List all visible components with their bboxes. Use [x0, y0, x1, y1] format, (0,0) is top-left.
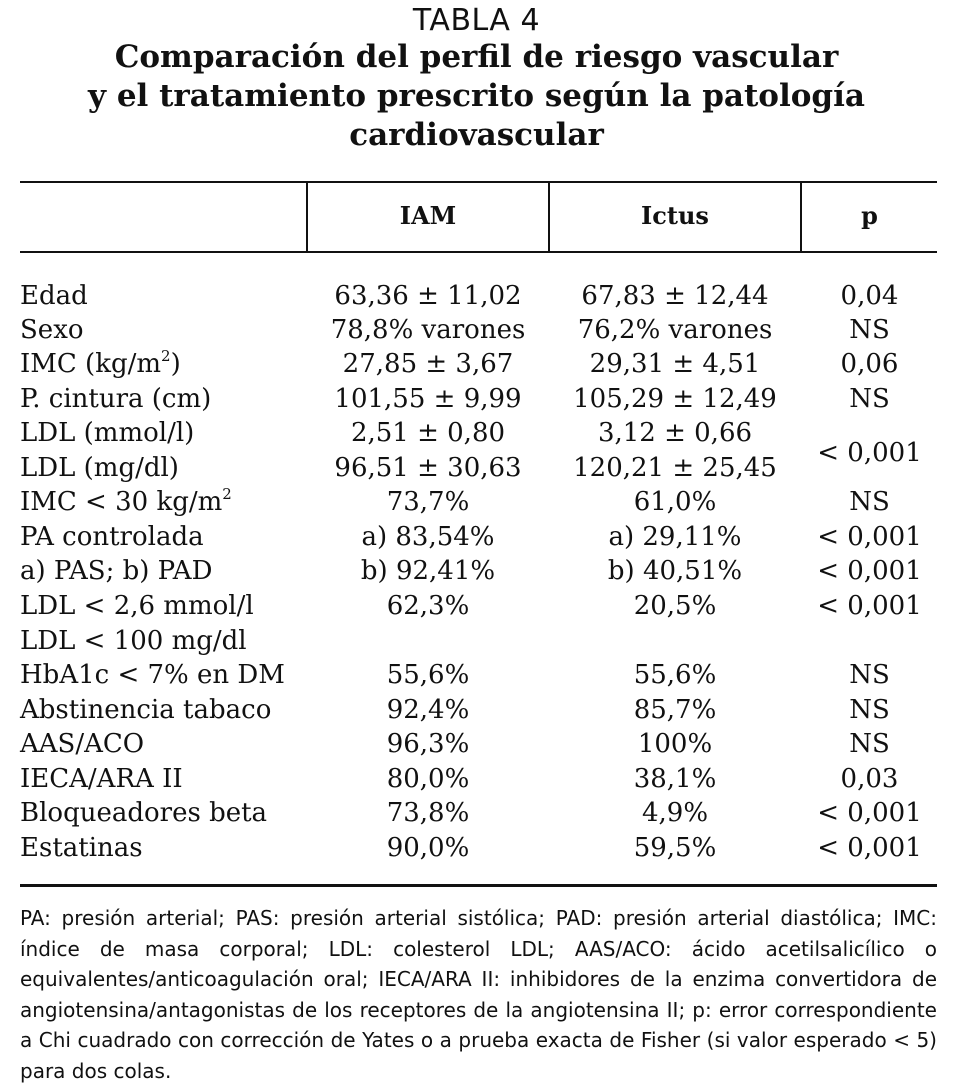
- row-label: [20, 313, 84, 347]
- cell-p: NS: [849, 695, 890, 725]
- cell-ictus: 55,6%: [633, 660, 717, 690]
- cell-iam: 78,8% varones: [330, 315, 526, 345]
- table-row: [20, 658, 937, 692]
- row-label: [20, 693, 271, 727]
- row-label-superscript: 2: [222, 485, 232, 503]
- table-row: [20, 831, 937, 865]
- row-label-text: LDL < 100 mg/dl: [20, 626, 247, 656]
- row-label: [20, 658, 285, 692]
- table-heading-line-1: Comparación del perfil de riesgo vascular: [114, 39, 839, 75]
- row-label-text: Sexo: [20, 315, 84, 345]
- cell-p: NS: [849, 660, 890, 690]
- row-label: [20, 831, 143, 865]
- row-label-superscript: 2: [161, 347, 171, 365]
- row-label-text: IECA/ARA II: [20, 764, 183, 794]
- row-label-text: HbA1c < 7% en DM: [20, 660, 285, 690]
- row-label: [20, 347, 181, 381]
- table-footnote: PA: presión arterial; PAS: presión arterial sistólica; PAD: presión arterial diastólica; IMC: índice de masa corporal; LDL: colesterol LDL; AAS/ACO: ácido acetilsalicílico o equivalentes/anticoagulación oral; IECA/ARA II: inhibidores de la enzima convertidora de angiotensina/antagonistas de los receptores de la angiotensina II; p: error correspondiente a Chi cuadrado con corrección de Yates o a prueba exacta de Fisher (si valor esperado < 5) para dos colas.: [20, 906, 937, 1083]
- table-heading-line-2: y el tratamiento prescrito según la patología: [88, 78, 865, 114]
- cell-p: < 0,001: [817, 556, 922, 586]
- table-number: TABLA 4: [412, 3, 541, 38]
- table-row: [20, 693, 937, 727]
- cell-ictus: 120,21 ± 25,45: [573, 453, 777, 483]
- cell-ictus: 4,9%: [641, 798, 709, 828]
- table-row: [20, 727, 937, 761]
- cell-ictus: 38,1%: [633, 764, 717, 794]
- row-label-text: LDL < 2,6 mmol/l: [20, 591, 254, 621]
- table-row: [20, 279, 937, 313]
- cell-iam: 96,3%: [386, 729, 470, 759]
- cell-iam: 96,51 ± 30,63: [334, 453, 522, 483]
- cell-iam: 63,36 ± 11,02: [334, 281, 522, 311]
- cell-iam: 55,6%: [386, 660, 470, 690]
- table-row: [20, 624, 937, 658]
- cell-iam: 2,51 ± 0,80: [350, 418, 506, 448]
- table-row: [20, 762, 937, 796]
- cell-ictus: 61,0%: [633, 487, 717, 517]
- table-row: [20, 382, 937, 416]
- row-label-text: a) PAS; b) PAD: [20, 556, 213, 586]
- table-row: [20, 347, 937, 381]
- row-label-text: IMC < 30 kg/m: [20, 487, 223, 517]
- row-label: [20, 589, 254, 623]
- cell-ictus: 20,5%: [633, 591, 717, 621]
- cell-p: 0,06: [840, 349, 899, 379]
- cell-ictus: b) 40,51%: [607, 556, 743, 586]
- table-row: [20, 554, 937, 588]
- cell-p: NS: [849, 487, 890, 517]
- table-row: [20, 796, 937, 830]
- cell-iam: a) 83,54%: [361, 522, 495, 552]
- cell-ictus: 59,5%: [633, 833, 717, 863]
- row-label-suffix: ): [170, 349, 181, 379]
- cell-p: < 0,001: [817, 798, 922, 828]
- cell-ictus: 29,31 ± 4,51: [589, 349, 761, 379]
- cell-ictus: 85,7%: [633, 695, 717, 725]
- row-label-text: PA controlada: [20, 522, 204, 552]
- row-label: [20, 554, 212, 588]
- cell-p: 0,04: [840, 281, 899, 311]
- row-label: [20, 520, 204, 554]
- row-label: [20, 727, 144, 761]
- row-label-text: Bloqueadores beta: [20, 798, 268, 828]
- table-heading-line-3: cardiovascular: [349, 117, 604, 153]
- cell-iam: 73,8%: [386, 798, 470, 828]
- table-row: [20, 485, 937, 519]
- table-row: [20, 589, 937, 623]
- row-label: [20, 485, 232, 519]
- row-label-text: Estatinas: [20, 833, 143, 863]
- cell-ictus: 67,83 ± 12,44: [581, 281, 769, 311]
- row-label: [20, 279, 88, 313]
- row-label: [20, 382, 211, 416]
- cell-iam: 80,0%: [386, 764, 470, 794]
- row-label-text: IMC (kg/m: [20, 349, 162, 379]
- table-row: [20, 416, 937, 450]
- table-row: [20, 313, 937, 347]
- row-label-text: Edad: [20, 281, 88, 311]
- row-label-text: P. cintura (cm): [20, 384, 212, 414]
- cell-iam: 73,7%: [386, 487, 470, 517]
- cell-p: NS: [849, 315, 890, 345]
- column-header-p: p: [861, 201, 878, 230]
- column-header-ictus: Ictus: [641, 201, 709, 230]
- cell-iam: b) 92,41%: [360, 556, 496, 586]
- ldl-merged-p-value: < 0,001: [817, 438, 922, 468]
- row-label-text: AAS/ACO: [20, 729, 145, 759]
- cell-iam: 90,0%: [386, 833, 470, 863]
- table-title: [0, 4, 953, 155]
- row-label-text: LDL (mmol/l): [20, 418, 195, 448]
- cell-ictus: 3,12 ± 0,66: [597, 418, 753, 448]
- cell-p: NS: [849, 384, 890, 414]
- cell-ictus: a) 29,11%: [608, 522, 742, 552]
- table-row: [20, 520, 937, 554]
- row-label: [20, 416, 194, 450]
- row-label-text: LDL (mg/dl): [20, 453, 179, 483]
- row-label: [20, 762, 183, 796]
- cell-iam: 27,85 ± 3,67: [342, 349, 514, 379]
- cell-ictus: 100%: [637, 729, 713, 759]
- table-bottom-rule: [20, 884, 937, 887]
- cell-p: < 0,001: [817, 833, 922, 863]
- cell-p: < 0,001: [817, 522, 922, 552]
- cell-p: 0,03: [840, 764, 899, 794]
- cell-ictus: 105,29 ± 12,49: [573, 384, 777, 414]
- row-label: [20, 624, 247, 658]
- cell-iam: 92,4%: [386, 695, 470, 725]
- header-bottom-rule: [20, 251, 937, 253]
- row-label: [20, 796, 267, 830]
- cell-p: < 0,001: [817, 591, 922, 621]
- cell-ictus: 76,2% varones: [577, 315, 773, 345]
- table-row: [20, 451, 937, 485]
- cell-iam: 101,55 ± 9,99: [334, 384, 522, 414]
- row-label: [20, 451, 179, 485]
- row-label-text: Abstinencia tabaco: [20, 695, 272, 725]
- column-header-iam: IAM: [399, 201, 457, 230]
- cell-p: NS: [849, 729, 890, 759]
- cell-iam: 62,3%: [386, 591, 470, 621]
